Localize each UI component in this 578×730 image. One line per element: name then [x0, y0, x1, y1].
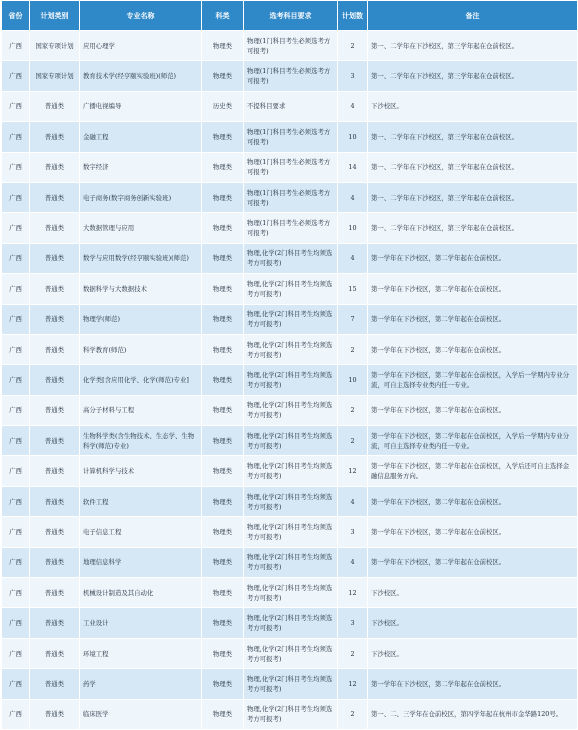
- cell-major-name: 计算机科学与技术: [80, 456, 202, 486]
- cell-subject-type: 物理类: [202, 578, 244, 608]
- cell-subject-requirement: 物理,化学(2门科目考生均须选考方可报考): [244, 274, 338, 304]
- cell-subject-type: 物理类: [202, 669, 244, 699]
- cell-subject-requirement: 物理,化学(2门科目考生均须选考方可报考): [244, 699, 338, 729]
- cell-remarks: 第一学年在下沙校区，第二学年起在仓前校区。: [368, 669, 578, 699]
- table-row: [2, 31, 578, 61]
- cell-plan-category: 普通类: [30, 152, 80, 182]
- cell-subject-requirement: 物理,化学(2门科目考生均须选考方可报考): [244, 578, 338, 608]
- cell-plan-count: 12: [338, 669, 368, 699]
- cell-plan-category: 普通类: [30, 517, 80, 547]
- cell-province: 广西: [2, 547, 30, 577]
- cell-province: 广西: [2, 486, 30, 516]
- table-row: [2, 608, 578, 638]
- cell-subject-type: 物理类: [202, 547, 244, 577]
- cell-plan-category: 普通类: [30, 638, 80, 668]
- cell-subject-type: 物理类: [202, 456, 244, 486]
- cell-plan-count: 7: [338, 304, 368, 334]
- cell-subject-requirement: 物理,化学(2门科目考生均须选考方可报考): [244, 243, 338, 273]
- cell-subject-requirement: 物理,化学(2门科目考生均须选考方可报考): [244, 547, 338, 577]
- cell-plan-category: 普通类: [30, 91, 80, 121]
- cell-subject-requirement: 物理,化学(2门科目考生均须选考方可报考): [244, 365, 338, 395]
- cell-subject-requirement: 物理,化学(2门科目考生均须选考方可报考): [244, 395, 338, 425]
- table-row: [2, 517, 578, 547]
- cell-subject-requirement: 物理(1门科目考生必须选考方可报考): [244, 213, 338, 243]
- cell-plan-count: 10: [338, 122, 368, 152]
- cell-major-name: 数据科学与大数据技术: [80, 274, 202, 304]
- cell-plan-count: 10: [338, 213, 368, 243]
- cell-subject-type: 物理类: [202, 426, 244, 456]
- cell-plan-count: 3: [338, 61, 368, 91]
- table-row: [2, 61, 578, 91]
- table-row: [2, 578, 578, 608]
- table-row: [2, 243, 578, 273]
- table-body: [2, 31, 578, 730]
- cell-remarks: 下沙校区。: [368, 638, 578, 668]
- cell-remarks: 第一学年在下沙校区，第二学年起在仓前校区。: [368, 547, 578, 577]
- cell-subject-type: 物理类: [202, 31, 244, 61]
- cell-plan-category: 普通类: [30, 213, 80, 243]
- table-row: [2, 91, 578, 121]
- cell-subject-requirement: 物理,化学(2门科目考生均须选考方可报考): [244, 517, 338, 547]
- cell-subject-type: 物理类: [202, 213, 244, 243]
- cell-province: 广西: [2, 304, 30, 334]
- cell-major-name: 物理学(师范): [80, 304, 202, 334]
- cell-subject-type: 物理类: [202, 395, 244, 425]
- cell-subject-type: 物理类: [202, 638, 244, 668]
- cell-subject-requirement: 物理,化学(2门科目考生均须选考方可报考): [244, 304, 338, 334]
- cell-subject-requirement: 物理,化学(2门科目考生均须选考方可报考): [244, 638, 338, 668]
- cell-province: 广西: [2, 456, 30, 486]
- cell-plan-count: 4: [338, 486, 368, 516]
- cell-major-name: 高分子材料与工程: [80, 395, 202, 425]
- cell-subject-requirement: 物理,化学(2门科目考生均须选考方可报考): [244, 456, 338, 486]
- cell-subject-type: 物理类: [202, 608, 244, 638]
- cell-subject-type: 物理类: [202, 699, 244, 729]
- table-row: [2, 274, 578, 304]
- cell-remarks: 第一、二学年在下沙校区，第三学年起在仓前校区。: [368, 182, 578, 212]
- cell-plan-count: 2: [338, 395, 368, 425]
- cell-plan-count: 15: [338, 274, 368, 304]
- table-row: [2, 456, 578, 486]
- cell-remarks: 第一、二学年在下沙校区，第三学年起在仓前校区。: [368, 152, 578, 182]
- cell-plan-count: 3: [338, 517, 368, 547]
- cell-major-name: 药学: [80, 669, 202, 699]
- cell-plan-count: 4: [338, 547, 368, 577]
- cell-province: 广西: [2, 517, 30, 547]
- cell-subject-type: 物理类: [202, 152, 244, 182]
- cell-major-name: 机械设计制造及其自动化: [80, 578, 202, 608]
- cell-province: 广西: [2, 365, 30, 395]
- cell-province: 广西: [2, 699, 30, 729]
- cell-major-name: 应用心理学: [80, 31, 202, 61]
- cell-major-name: 化学类[含应用化学、化学(师范)专业]: [80, 365, 202, 395]
- cell-plan-category: 普通类: [30, 274, 80, 304]
- cell-plan-count: 2: [338, 426, 368, 456]
- cell-province: 广西: [2, 608, 30, 638]
- cell-subject-type: 物理类: [202, 365, 244, 395]
- cell-subject-requirement: 物理(1门科目考生必须选考方可报考): [244, 152, 338, 182]
- cell-plan-count: 10: [338, 365, 368, 395]
- cell-province: 广西: [2, 152, 30, 182]
- cell-remarks: 下沙校区。: [368, 608, 578, 638]
- cell-major-name: 科学教育(师范): [80, 334, 202, 364]
- cell-plan-category: 普通类: [30, 486, 80, 516]
- cell-province: 广西: [2, 669, 30, 699]
- cell-remarks: 第一、二学年在下沙校区，第三学年起在仓前校区。: [368, 31, 578, 61]
- cell-plan-count: 2: [338, 638, 368, 668]
- cell-remarks: 第一学年在下沙校区，第二学年起在仓前校区。: [368, 243, 578, 273]
- cell-remarks: 第一学年在下沙校区，第二学年起在仓前校区，入学后还可自主选择金融信息服务方向。: [368, 456, 578, 486]
- cell-province: 广西: [2, 578, 30, 608]
- admission-plan-table: [1, 0, 578, 730]
- cell-province: 广西: [2, 182, 30, 212]
- cell-province: 广西: [2, 274, 30, 304]
- cell-plan-count: 2: [338, 31, 368, 61]
- cell-major-name: 软件工程: [80, 486, 202, 516]
- cell-subject-type: 物理类: [202, 243, 244, 273]
- cell-province: 广西: [2, 122, 30, 152]
- cell-major-name: 教育技术学(经亨颐实验班)(师范): [80, 61, 202, 91]
- header-plan-count: 计划数: [338, 1, 368, 31]
- table-row: [2, 547, 578, 577]
- cell-province: 广西: [2, 243, 30, 273]
- table-row: [2, 699, 578, 729]
- table-row: [2, 182, 578, 212]
- cell-plan-category: 普通类: [30, 122, 80, 152]
- cell-remarks: 第一学年在下沙校区，第二学年起在仓前校区。: [368, 395, 578, 425]
- cell-plan-count: 2: [338, 334, 368, 364]
- cell-plan-category: 国家专项计划: [30, 61, 80, 91]
- table-row: [2, 638, 578, 668]
- cell-plan-count: 4: [338, 182, 368, 212]
- header-plan-category: 计划类别: [30, 1, 80, 31]
- cell-plan-count: 3: [338, 608, 368, 638]
- cell-plan-category: 普通类: [30, 334, 80, 364]
- cell-subject-requirement: 物理(1门科目考生必须选考方可报考): [244, 31, 338, 61]
- table-row: [2, 395, 578, 425]
- cell-province: 广西: [2, 61, 30, 91]
- cell-remarks: 下沙校区。: [368, 91, 578, 121]
- cell-plan-category: 普通类: [30, 395, 80, 425]
- cell-plan-count: 12: [338, 578, 368, 608]
- cell-remarks: 第一、二学年在下沙校区，第三学年起在仓前校区。: [368, 61, 578, 91]
- cell-plan-count: 4: [338, 243, 368, 273]
- table-row: [2, 669, 578, 699]
- header-remarks: 备注: [368, 1, 578, 31]
- cell-major-name: 临床医学: [80, 699, 202, 729]
- cell-remarks: 第一学年在下沙校区，第二学年起在仓前校区，入学后一学期内专业分流，可自主选择专业类内任一专业。: [368, 365, 578, 395]
- cell-major-name: 电子商务(数字商务创新实验班): [80, 182, 202, 212]
- table-row: [2, 122, 578, 152]
- cell-major-name: 工业设计: [80, 608, 202, 638]
- cell-plan-category: 普通类: [30, 547, 80, 577]
- cell-plan-category: 普通类: [30, 669, 80, 699]
- cell-plan-count: 12: [338, 456, 368, 486]
- cell-plan-category: 普通类: [30, 699, 80, 729]
- cell-province: 广西: [2, 213, 30, 243]
- cell-subject-requirement: 物理(1门科目考生必须选考方可报考): [244, 122, 338, 152]
- cell-plan-category: 普通类: [30, 304, 80, 334]
- cell-plan-category: 普通类: [30, 578, 80, 608]
- table-row: [2, 152, 578, 182]
- cell-plan-category: 普通类: [30, 182, 80, 212]
- cell-remarks: 第一、二学年在下沙校区，第三学年起在仓前校区。: [368, 213, 578, 243]
- cell-subject-type: 历史类: [202, 91, 244, 121]
- cell-province: 广西: [2, 31, 30, 61]
- cell-subject-type: 物理类: [202, 517, 244, 547]
- cell-remarks: 第一、二、三学年在仓前校区，第四学年起在杭州市金华路120号。: [368, 699, 578, 729]
- cell-remarks: 第一学年在下沙校区，第二学年起在仓前校区。: [368, 274, 578, 304]
- table-row: [2, 213, 578, 243]
- cell-subject-type: 物理类: [202, 122, 244, 152]
- table-row: [2, 486, 578, 516]
- header-major-name: 专业名称: [80, 1, 202, 31]
- cell-subject-type: 物理类: [202, 274, 244, 304]
- cell-subject-requirement: 物理,化学(2门科目考生均须选考方可报考): [244, 669, 338, 699]
- cell-subject-type: 物理类: [202, 334, 244, 364]
- cell-plan-category: 普通类: [30, 243, 80, 273]
- cell-remarks: 第一学年在下沙校区，第二学年起在仓前校区。: [368, 334, 578, 364]
- cell-major-name: 数学与应用数学(经亨颐实验班)(师范): [80, 243, 202, 273]
- cell-major-name: 广播电视编导: [80, 91, 202, 121]
- cell-remarks: 第一学年在下沙校区，第二学年起在仓前校区，入学后一学期内专业分流，可自主选择专业类内任一专业。: [368, 426, 578, 456]
- cell-plan-category: 普通类: [30, 608, 80, 638]
- cell-province: 广西: [2, 91, 30, 121]
- cell-remarks: 下沙校区。: [368, 578, 578, 608]
- cell-plan-category: 普通类: [30, 426, 80, 456]
- cell-plan-count: 2: [338, 699, 368, 729]
- cell-major-name: 环境工程: [80, 638, 202, 668]
- table-row: [2, 426, 578, 456]
- cell-major-name: 电子信息工程: [80, 517, 202, 547]
- table-row: [2, 304, 578, 334]
- header-subject-requirement: 选考科目要求: [244, 1, 338, 31]
- header-province: 省份: [2, 1, 30, 31]
- cell-subject-type: 物理类: [202, 182, 244, 212]
- cell-subject-requirement: 物理,化学(2门科目考生均须选考方可报考): [244, 334, 338, 364]
- cell-plan-category: 普通类: [30, 365, 80, 395]
- cell-major-name: 地理信息科学: [80, 547, 202, 577]
- cell-major-name: 数字经济: [80, 152, 202, 182]
- cell-plan-count: 4: [338, 91, 368, 121]
- cell-major-name: 生物科学类(含生物技术、生态学、生物科学(师范)专业): [80, 426, 202, 456]
- cell-province: 广西: [2, 334, 30, 364]
- cell-plan-category: 普通类: [30, 456, 80, 486]
- cell-plan-count: 14: [338, 152, 368, 182]
- cell-remarks: 第一、二学年在下沙校区，第三学年起在仓前校区。: [368, 122, 578, 152]
- cell-subject-requirement: 物理,化学(2门科目考生均须选考方可报考): [244, 486, 338, 516]
- cell-remarks: 第一学年在下沙校区，第二学年起在仓前校区。: [368, 517, 578, 547]
- cell-province: 广西: [2, 426, 30, 456]
- table-header-row: [2, 1, 578, 31]
- cell-province: 广西: [2, 395, 30, 425]
- cell-subject-requirement: 物理,化学(2门科目考生均须选考方可报考): [244, 608, 338, 638]
- cell-remarks: 第一学年在下沙校区，第二学年起在仓前校区。: [368, 486, 578, 516]
- cell-plan-category: 国家专项计划: [30, 31, 80, 61]
- cell-subject-requirement: 物理(1门科目考生必须选考方可报考): [244, 61, 338, 91]
- cell-major-name: 金融工程: [80, 122, 202, 152]
- header-subject-type: 科类: [202, 1, 244, 31]
- table-row: [2, 365, 578, 395]
- cell-subject-requirement: 物理(1门科目考生必须选考方可报考): [244, 182, 338, 212]
- cell-remarks: 第一学年在下沙校区，第二学年起在仓前校区。: [368, 304, 578, 334]
- cell-subject-type: 物理类: [202, 486, 244, 516]
- cell-subject-requirement: 物理,化学(2门科目考生均须选考方可报考): [244, 426, 338, 456]
- table-row: [2, 334, 578, 364]
- cell-major-name: 大数据管理与应用: [80, 213, 202, 243]
- cell-province: 广西: [2, 638, 30, 668]
- cell-subject-type: 物理类: [202, 304, 244, 334]
- cell-subject-type: 物理类: [202, 61, 244, 91]
- cell-subject-requirement: 不提科目要求: [244, 91, 338, 121]
